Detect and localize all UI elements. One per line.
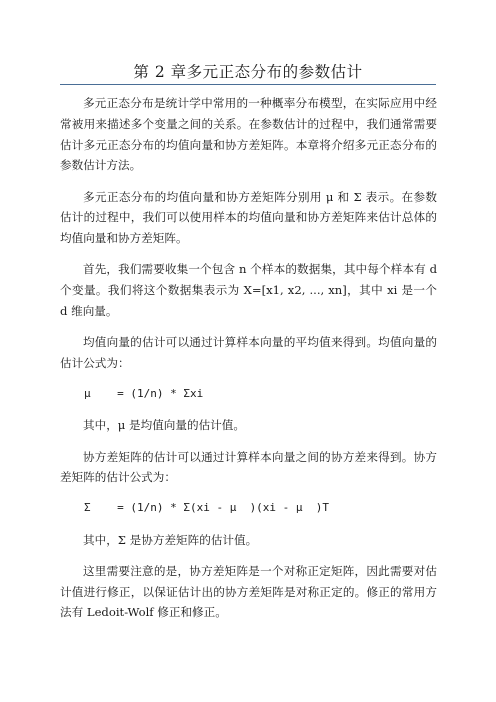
chapter-title: 第 2 章多元正态分布的参数估计 [133,63,363,81]
paragraph-intro: 多元正态分布是统计学中常用的一种概率分布模型，在实际应用中经常被用来描述多个变量之间的关系。在参数估计的过程中，我们通常需要估计多元正态分布的均值向量和协方差矩阵。本章将介绍多元正态分布的参数估计方法。 [60,96,437,173]
title-underline [60,84,436,85]
paragraph-correction: 这里需要注意的是，协方差矩阵是一个对称正定矩阵，因此需要对估计值进行修正，以保证估计出的协方差矩阵是对称正定的。修正的常用方法有 Ledoit-Wolf 修正和修正。 [60,563,437,620]
paragraph-dataset: 首先，我们需要收集一个包含 n 个样本的数据集，其中每个样本有 d 个变量。我们将这个数据集表示为 X=[x1, x2, ..., xn]，其中 xi 是一个 d 维向量。 [60,262,437,318]
paragraph-cov-estimate: 协方差矩阵的估计可以通过计算样本向量之间的协方差来得到。协方差矩阵的估计公式为： [60,449,437,485]
paragraph-mean-estimate: 均值向量的估计可以通过计算样本向量的平均值来得到。均值向量的估计公式为： [60,335,437,370]
paragraph-mean-note: 其中，μ 是均值向量的估计值。 [83,418,245,433]
formula-mean: μ = (1/n) * Σxi [84,387,204,401]
formula-covariance: Σ = (1/n) * Σ(xi - μ )(xi - μ )T [84,501,330,515]
paragraph-notation: 多元正态分布的均值向量和协方差矩阵分别用 μ 和 Σ 表示。在参数估计的过程中，我们可以使用样本的均值向量和协方差矩阵来估计总体的均值向量和协方差矩阵。 [60,189,437,246]
document-body [60,93,437,634]
paragraph-cov-note: 其中，Σ 是协方差矩阵的估计值。 [83,532,258,547]
